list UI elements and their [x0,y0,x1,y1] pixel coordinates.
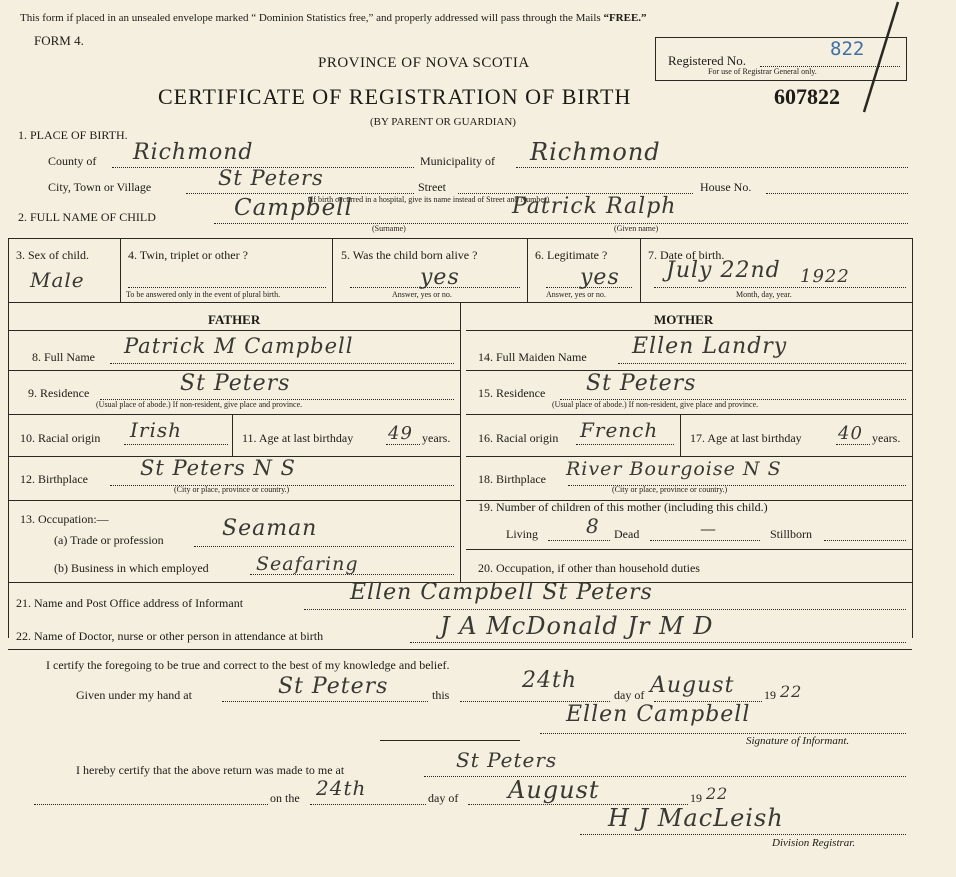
informant-signature-line [540,733,906,734]
given-place-line [222,701,428,702]
registrar-use-note: For use of Registrar General only. [708,67,817,76]
father-rule-2 [8,414,460,415]
postal-notice-text: This form if placed in an unsealed envelope marked “ Dominion Statistics free,” and properly addressed will pass through the Mails [20,12,601,24]
reg-year-suffix: 22 [706,784,729,803]
living-label: Living [506,527,538,541]
municipality-value: Richmond [530,138,661,166]
mother-rule-5 [466,549,912,550]
dead-label: Dead [614,527,640,541]
mother-rule-2 [466,414,912,415]
registrar-place: St Peters [456,748,558,772]
city-value: St Peters [218,166,324,190]
province-heading: PROVINCE OF NOVA SCOTIA [318,55,530,71]
registrar-place-line [424,776,906,777]
father-birthplace-value: St Peters N S [140,456,296,480]
mother-birthplace-caption: (City or place, province or country.) [612,485,728,494]
dead-line [650,540,760,541]
father-occupation-label: 13. Occupation:— [20,512,109,526]
municipality-line [516,167,908,168]
mother-heading: MOTHER [654,312,714,327]
hospital-note: (If birth occurred in a hospital, give its name instead of Street and Number) [308,195,550,204]
month-value: August [650,673,735,698]
year-prefix: 19 [764,688,776,702]
father-residence-value: St Peters [180,371,291,396]
father-racial-line [124,444,228,445]
twin-line [128,287,326,288]
dob-value: July 22nd [666,258,781,283]
father-age-line [386,444,420,445]
this-label: this [432,688,450,702]
house-label: House No. [700,180,752,194]
father-name-line [110,363,454,364]
informant-value: Ellen Campbell St Peters [350,580,653,605]
doctor-value: J A McDonald Jr M D [440,612,714,640]
doctor-label: 22. Name of Doctor, nurse or other person in attendance at birth [16,629,324,643]
stillborn-label: Stillborn [770,527,813,541]
reg-day-line [310,804,426,805]
on-the-label: on the [270,791,300,805]
mother-name-label: 14. Full Maiden Name [478,350,587,364]
registrar-signature: H J MacLeish [608,804,784,832]
father-age-divider [232,414,233,456]
street-label: Street [418,180,446,194]
row3-div-1 [120,238,121,302]
father-racial-value: Irish [130,418,183,442]
county-value: Richmond [133,140,254,165]
father-rule-4 [8,500,460,501]
mother-age-value: 40 [838,423,863,444]
legit-label: 6. Legitimate ? [535,248,608,262]
father-heading-rule [8,330,460,331]
registrar-signature-line [580,834,906,835]
mother-residence-value: St Peters [586,371,697,396]
father-residence-caption: (Usual place of abode.) If non-resident, give place and province. [96,400,303,409]
legit-value: yes [580,265,620,290]
mother-racial-label: 16. Racial origin [478,431,559,445]
postal-notice [20,13,647,24]
mother-age-label: 17. Age at last birthday [690,431,802,445]
dead-value: — [700,519,717,538]
alive-caption: Answer, yes or no. [392,290,452,299]
father-business-label: (b) Business in which employed [54,561,209,575]
mother-name-value: Ellen Landry [632,334,788,359]
row3-div-2 [332,238,333,302]
father-birthplace-caption: (City or place, province or country.) [174,485,290,494]
ink-stroke [850,0,910,120]
child-name-label: 2. FULL NAME OF CHILD [18,210,156,224]
city-line [186,193,414,194]
mother-rule-3 [466,456,912,457]
doctor-bottom-rule [8,649,912,650]
father-trade-label: (a) Trade or profession [54,533,164,547]
father-age-value: 49 [388,423,413,444]
registrar-line-label: I hereby certify that the above return was made to me at [76,763,345,777]
child-given-name: Patrick Ralph [512,194,677,219]
father-heading: FATHER [208,312,261,327]
row3-div-3 [527,238,528,302]
row3-top-rule [8,238,912,239]
child-surname: Campbell [234,195,353,221]
year-suffix: 22 [780,682,803,701]
day-value: 24th [522,668,578,693]
mother-age-line [836,444,870,445]
mother-years: years. [872,431,901,445]
stillborn-line [824,540,906,541]
mother-residence-caption: (Usual place of abode.) If non-resident, give place and province. [552,400,759,409]
father-name-value: Patrick M Campbell [124,334,354,358]
mother-age-divider [680,414,681,456]
surname-caption: (Surname) [372,224,406,233]
given-caption: (Given name) [614,224,659,233]
subtitle: (BY PARENT OR GUARDIAN) [370,116,516,128]
mother-racial-line [576,444,674,445]
father-years: years. [422,431,451,445]
doctor-line [410,642,906,643]
registrar-caption: Division Registrar. [772,837,856,849]
alive-value: yes [420,265,460,290]
free-label: “FREE.” [603,12,647,24]
sex-value: Male [30,268,85,292]
right-border [912,238,913,638]
left-border [8,238,9,638]
informant-signature: Ellen Campbell [566,702,751,727]
living-value: 8 [586,514,600,538]
father-racial-label: 10. Racial origin [20,431,101,445]
father-business-value: Seafaring [256,553,359,575]
mother-birthplace-value: River Bourgoise N S [566,458,782,480]
mother-name-line [618,363,906,364]
county-label: County of [48,154,97,168]
father-residence-label: 9. Residence [28,386,90,400]
parents-divider [460,302,461,582]
twin-note: To be answered only in the event of plural birth. [126,290,281,299]
mother-heading-rule [466,330,912,331]
alive-label: 5. Was the child born alive ? [341,248,478,262]
mother-birthplace-label: 18. Birthplace [478,472,546,486]
twin-label: 4. Twin, triplet or other ? [128,248,248,262]
form-number: FORM 4. [34,33,84,48]
reg-year-prefix: 19 [690,791,702,805]
signature-caption: Signature of Informant. [746,735,850,747]
row3-div-4 [640,238,641,302]
father-name-label: 8. Full Name [32,350,95,364]
dob-year: 1922 [800,266,850,287]
given-place: St Peters [278,674,389,699]
leading-line [34,804,268,805]
registered-number: 822 [830,38,865,60]
registered-label: Registered No. [668,53,746,68]
house-line [766,193,908,194]
dob-label: 7. Date of birth. [648,248,725,262]
reg-day-of-label: day of [428,791,459,805]
child-name-line [214,223,908,224]
informant-label: 21. Name and Post Office address of Informant [16,596,244,610]
father-trade-line [194,546,454,547]
separator-line [380,740,520,741]
mother-children-label: 19. Number of children of this mother (including this child.) [478,500,768,514]
mother-residence-label: 15. Residence [478,386,546,400]
day-of-label: day of [614,688,645,702]
informant-line [304,609,906,610]
father-birthplace-label: 12. Birthplace [20,472,88,486]
mother-racial-value: French [580,418,659,442]
certificate-title: CERTIFICATE OF REGISTRATION OF BIRTH [158,84,632,109]
living-line [548,540,610,541]
certify-statement: I certify the foregoing to be true and correct to the best of my knowledge and belief. [46,658,450,672]
reg-month-value: August [508,776,600,804]
city-label: City, Town or Village [48,180,152,194]
given-label: Given under my hand at [76,688,192,702]
municipality-label: Municipality of [420,154,495,168]
dob-caption: Month, day, year. [736,290,792,299]
sex-label: 3. Sex of child. [16,248,89,262]
father-trade-value: Seaman [222,516,318,541]
mother-occupation-label: 20. Occupation, if other than household duties [478,561,700,575]
certificate-number: 607822 [774,84,840,109]
father-age-label: 11. Age at last birthday [242,431,354,445]
legit-caption: Answer, yes or no. [546,290,606,299]
reg-day-value: 24th [316,776,367,800]
dob-line [654,287,906,288]
place-heading: 1. PLACE OF BIRTH. [18,128,128,142]
